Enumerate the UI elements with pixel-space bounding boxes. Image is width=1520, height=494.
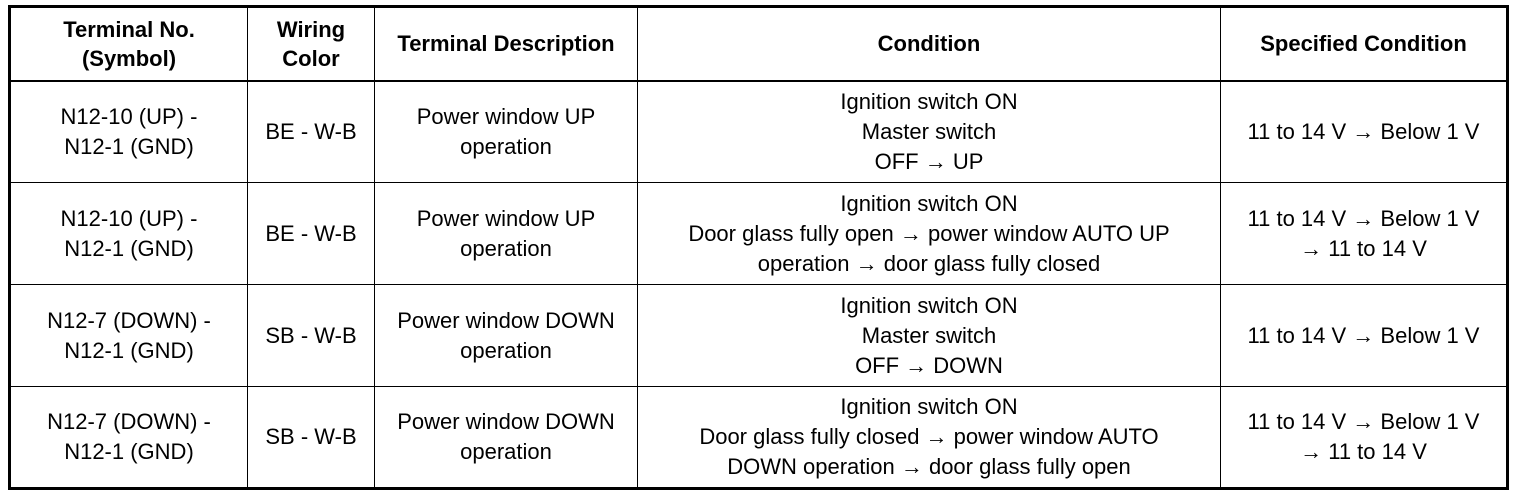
cell-condition: Ignition switch ON Door glass fully closed → power window AUTO DOWN operation → door glass fully open — [638, 387, 1221, 489]
header-terminal-no: Terminal No. (Symbol) — [10, 7, 248, 81]
cell-terminal: N12-7 (DOWN) - N12-1 (GND) — [10, 285, 248, 387]
table-row — [10, 81, 1508, 183]
header-wiring-color: Wiring Color — [248, 7, 375, 81]
header-terminal-description: Terminal Description — [375, 7, 638, 81]
cell-description: Power window DOWN operation — [375, 285, 638, 387]
cell-condition: Ignition switch ON Door glass fully open → power window AUTO UP operation → door glass fully closed — [638, 183, 1221, 285]
cell-condition: Ignition switch ON Master switch OFF → UP — [638, 81, 1221, 183]
terminal-spec-table — [8, 5, 1509, 490]
cell-wiring-color: BE - W-B — [248, 183, 375, 285]
header-row — [10, 7, 1508, 81]
cell-wiring-color: BE - W-B — [248, 81, 375, 183]
cell-wiring-color: SB - W-B — [248, 285, 375, 387]
cell-terminal: N12-7 (DOWN) - N12-1 (GND) — [10, 387, 248, 489]
cell-terminal: N12-10 (UP) - N12-1 (GND) — [10, 81, 248, 183]
table-row — [10, 285, 1508, 387]
cell-terminal: N12-10 (UP) - N12-1 (GND) — [10, 183, 248, 285]
table-row — [10, 387, 1508, 489]
cell-condition: Ignition switch ON Master switch OFF → DOWN — [638, 285, 1221, 387]
header-condition: Condition — [638, 7, 1221, 81]
cell-description: Power window UP operation — [375, 81, 638, 183]
cell-description: Power window DOWN operation — [375, 387, 638, 489]
cell-wiring-color: SB - W-B — [248, 387, 375, 489]
cell-specified-condition: 11 to 14 V → Below 1 V — [1221, 81, 1508, 183]
cell-specified-condition: 11 to 14 V → Below 1 V — [1221, 285, 1508, 387]
table-row — [10, 183, 1508, 285]
cell-specified-condition: 11 to 14 V → Below 1 V → 11 to 14 V — [1221, 387, 1508, 489]
cell-description: Power window UP operation — [375, 183, 638, 285]
header-specified-condition: Specified Condition — [1221, 7, 1508, 81]
cell-specified-condition: 11 to 14 V → Below 1 V → 11 to 14 V — [1221, 183, 1508, 285]
